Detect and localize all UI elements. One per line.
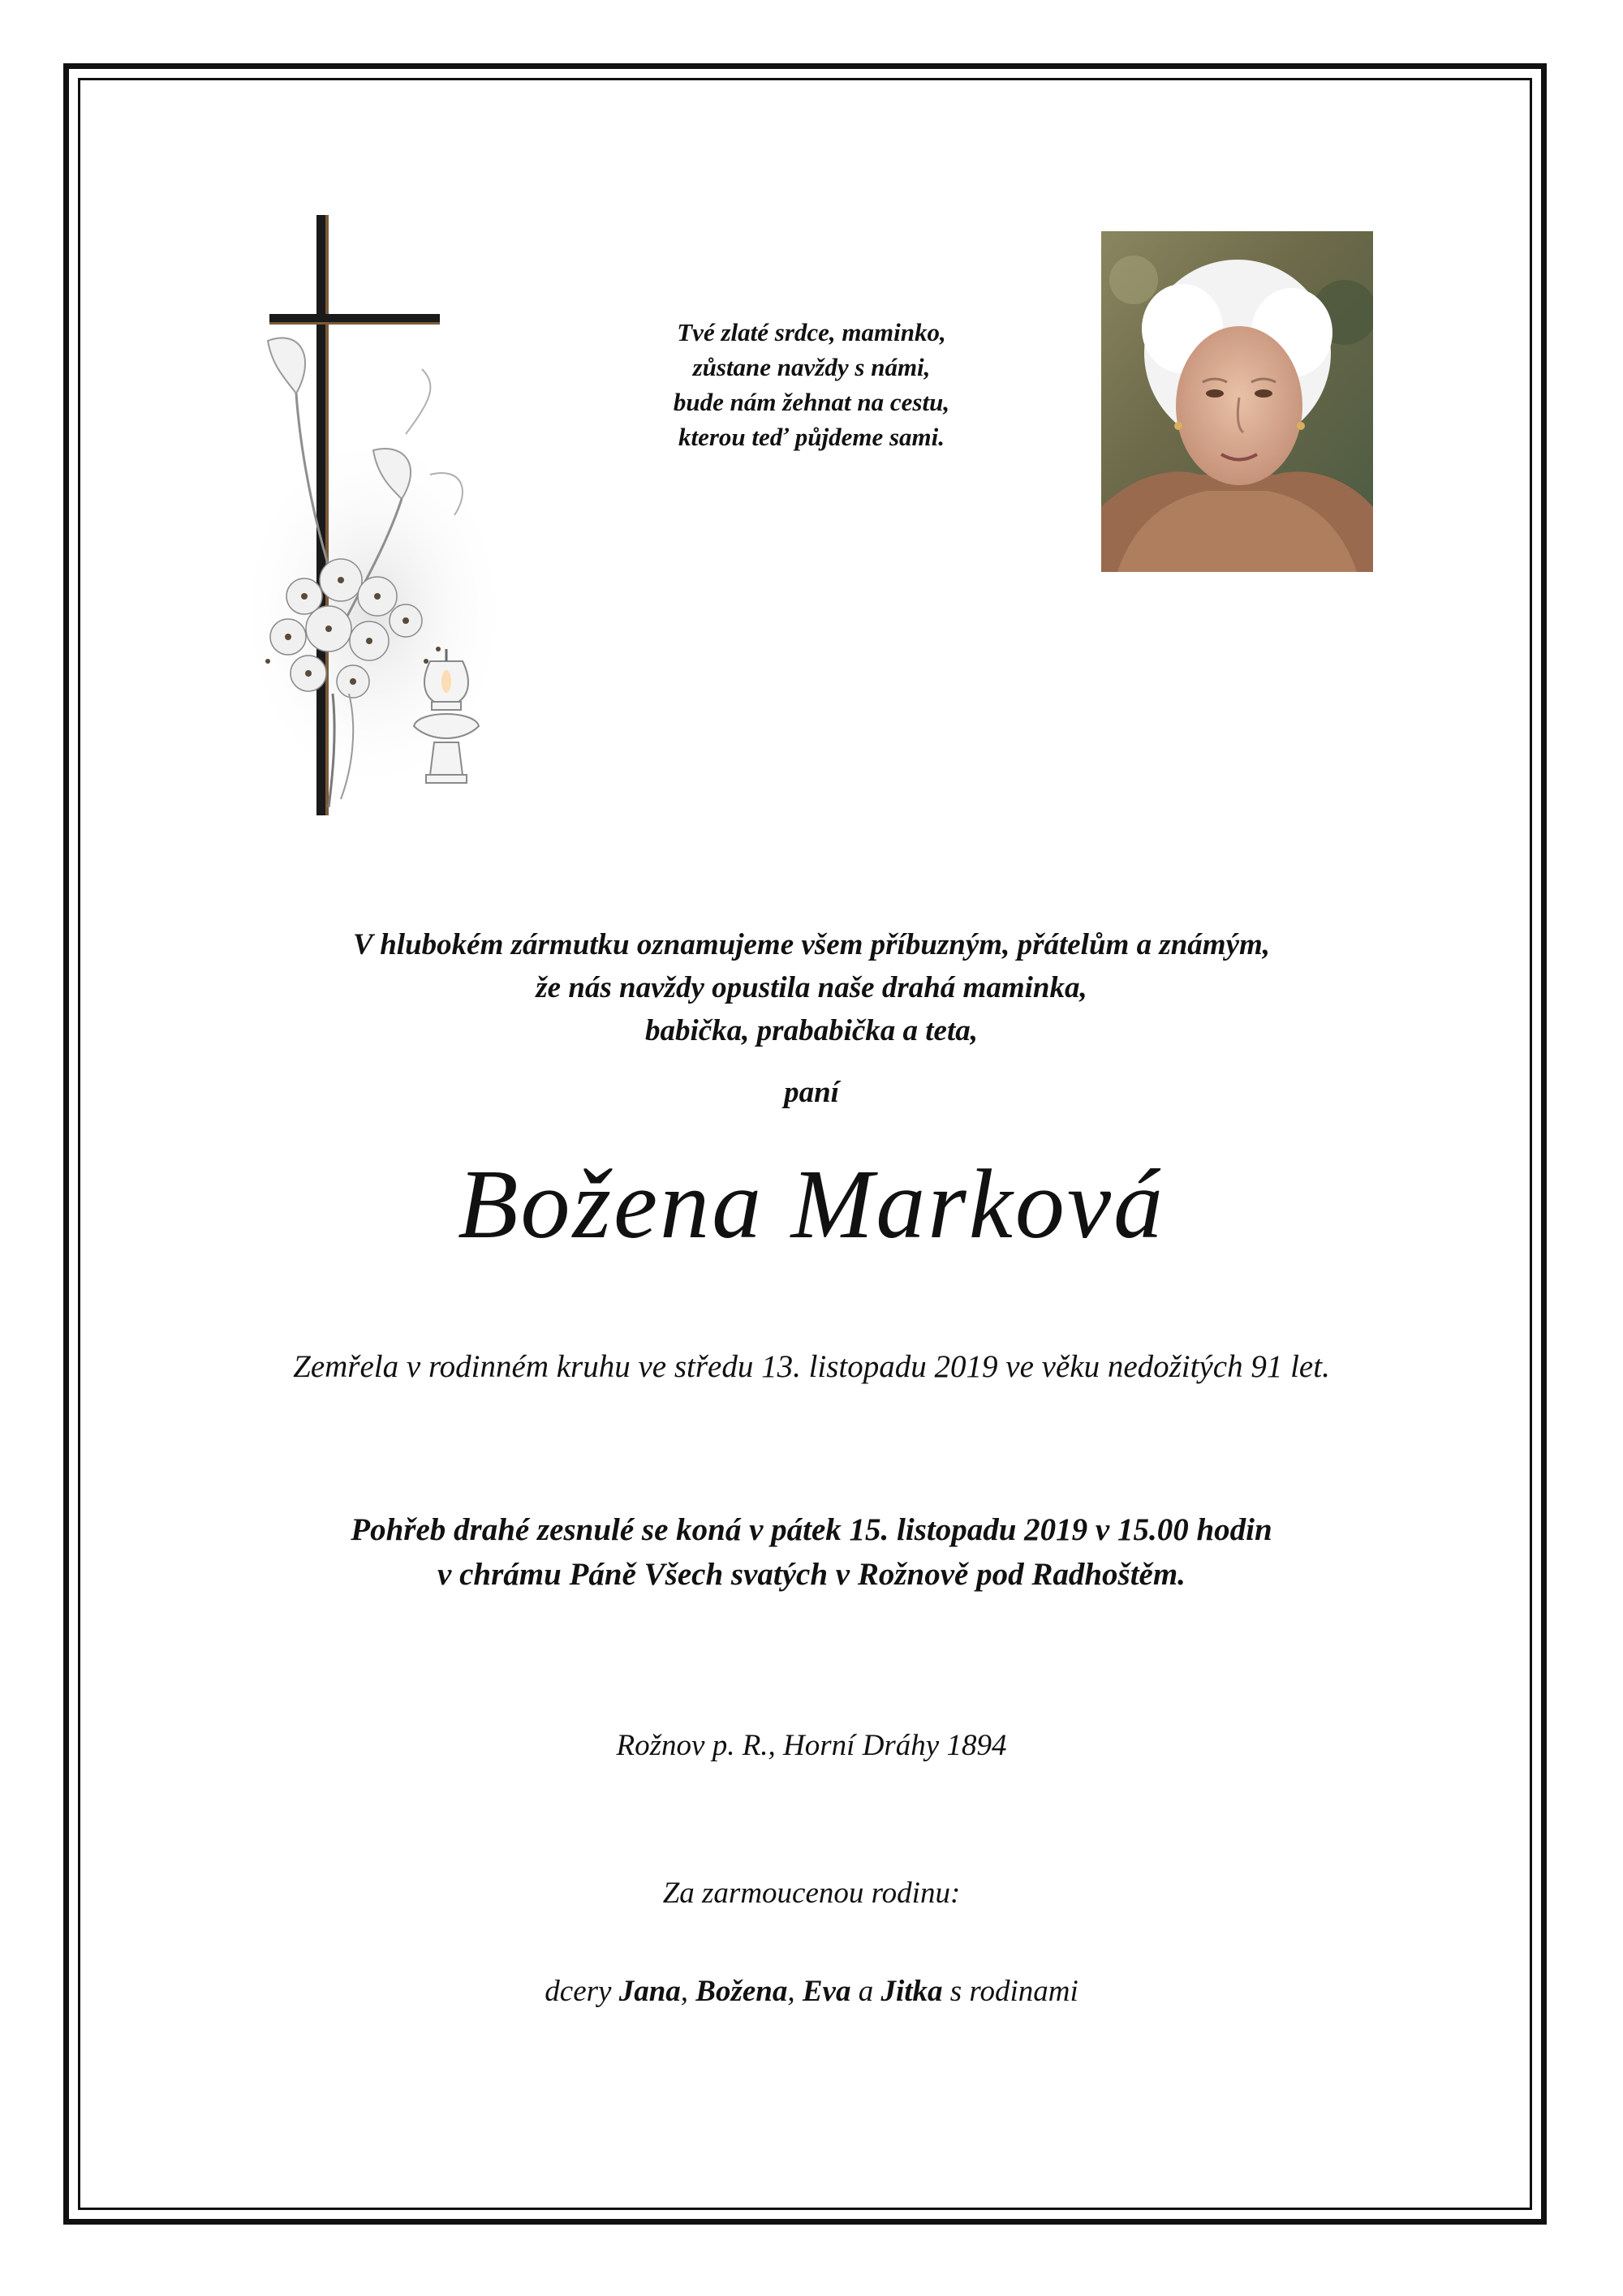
announcement-line: že nás navždy opustila naše drahá maminka,: [536, 971, 1087, 1004]
family-name: Eva: [802, 1975, 851, 2008]
family-address: Rožnov p. R., Horní Dráhy 1894: [616, 1729, 1007, 1762]
honorific: paní: [784, 1076, 839, 1109]
portrait-photo: [1101, 231, 1373, 572]
family-separator: ,: [787, 1975, 795, 2008]
family-name: Jitka: [880, 1975, 943, 2008]
family-suffix: s rodinami: [949, 1975, 1078, 2008]
funeral-line: Pohřeb drahé zesnulé se koná v pátek 15. listopadu 2019 v 15.00 hodin: [351, 1512, 1272, 1547]
announcement: [162, 923, 1461, 1052]
deceased-name: Božena Marková: [457, 1150, 1166, 1259]
announcement-line: babička, prababička a teta,: [644, 1014, 979, 1047]
family-conjunction: a: [858, 1975, 874, 2008]
family-intro: Za zarmoucenou rodinu:: [662, 1877, 961, 1910]
verse: [601, 315, 1022, 454]
funeral-info: [162, 1507, 1461, 1597]
family-signature: [243, 1974, 1380, 2009]
family-separator: ,: [680, 1975, 689, 2008]
announcement-line: V hlubokém zármutku oznamujeme všem příbuzným, přátelům a známým,: [352, 928, 1271, 961]
family-name: Jana: [618, 1975, 681, 2008]
funeral-line: v chrámu Páně Všech svatých v Rožnově pod Radhoštěm.: [437, 1557, 1186, 1592]
death-notice: Zemřela v rodinném kruhu ve středu 13. listopadu 2019 ve věku nedožitých 91 let.: [293, 1349, 1330, 1384]
cross-with-lilies-icon: [219, 207, 511, 823]
verse-line: bude nám žehnat na cestu,: [673, 388, 950, 416]
verse-line: Tvé zlaté srdce, maminko,: [677, 318, 946, 346]
family-name: Božena: [695, 1975, 788, 2008]
verse-line: kterou teď půjdeme sami.: [678, 423, 945, 451]
family-prefix: dcery: [545, 1975, 612, 2008]
verse-line: zůstane navždy s námi,: [692, 353, 931, 381]
